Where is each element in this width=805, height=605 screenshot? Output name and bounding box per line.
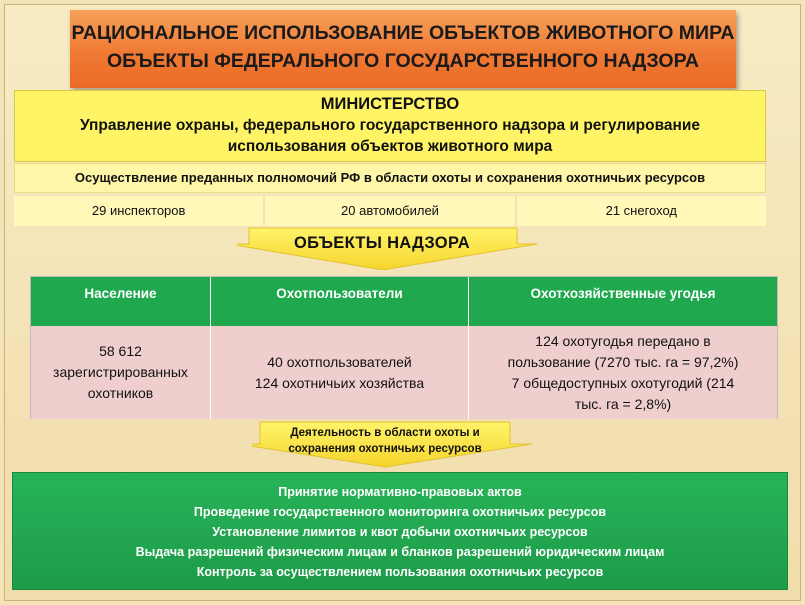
activities-box [12, 472, 788, 590]
title-banner [70, 10, 736, 88]
activity-label-line-1: Деятельность в области охоты и [290, 427, 480, 439]
resource-snowmobiles: 21 снегоход [605, 203, 678, 218]
hunting-grounds-line-1: 124 охотугодья передано в [535, 332, 711, 349]
table-body-row [31, 326, 777, 419]
objects-arrow [237, 226, 560, 270]
ministry-title: МИНИСТЕРСТВО [320, 95, 460, 113]
cell-population [31, 326, 211, 419]
hunting-grounds-line-2: пользование (7270 тыс. га = 97,2%) [507, 353, 739, 370]
population-line-1: 58 612 [99, 343, 142, 359]
population-line-3: охотников [87, 385, 154, 401]
activity-item: Контроль за осуществлением пользования охотничьих ресурсов [196, 565, 604, 579]
resource-cars: 20 автомобилей [265, 196, 516, 226]
activity-item: Установление лимитов и квот добычи охотничьих ресурсов [212, 525, 588, 539]
title-line-2: ОБЪЕКТЫ ФЕДЕРАЛЬНОГО ГОСУДАРСТВЕННОГО НАДЗОРА [107, 50, 699, 72]
hunting-users-line-2: 124 охотничьих хозяйства [254, 374, 425, 391]
resource-inspectors: 29 инспекторов [14, 196, 265, 226]
ministry-box [14, 90, 766, 162]
hunting-grounds-line-4: тыс. га = 2,8%) [574, 395, 672, 412]
resources-row [14, 196, 766, 226]
cell-hunting-grounds [469, 326, 777, 419]
objects-table [30, 276, 778, 419]
hunting-users-line-1: 40 охотпользователей [267, 353, 412, 370]
hunting-grounds-line-3: 7 общедоступных охотугодий (214 [511, 374, 735, 391]
header-population: Население [31, 277, 211, 326]
table-header-row [31, 277, 777, 326]
ministry-subtitle-line-1: Управление охраны, федерального государственного надзора и регулирование [79, 117, 701, 134]
activity-item: Проведение государственного мониторинга охотничьих ресурсов [193, 505, 607, 519]
activity-label-line-2: сохранения охотничьих ресурсов [288, 443, 482, 455]
cell-hunting-users [211, 326, 469, 419]
powers-bar: Осуществление преданных полномочий РФ в области охоты и сохранения охотничьих ресурсов [14, 163, 766, 193]
activity-label [252, 425, 518, 457]
header-hunting-users: Охотпользователи [211, 277, 469, 326]
activity-arrow [252, 420, 537, 468]
population-line-2: зарегистрированных [53, 364, 188, 380]
title-line-1: РАЦИОНАЛЬНОЕ ИСПОЛЬЗОВАНИЕ ОБЪЕКТОВ ЖИВОТНОГО МИРА [71, 22, 735, 44]
header-hunting-grounds: Охотхозяйственные угодья [530, 286, 716, 301]
activity-item: Принятие нормативно-правовых актов [278, 485, 522, 499]
activity-item: Выдача разрешений физическим лицам и бланков разрешений юридическим лицам [135, 545, 665, 559]
objects-label: ОБЪЕКТЫ НАДЗОРА [293, 234, 471, 252]
ministry-subtitle-line-2: использования объектов животного мира [227, 138, 553, 155]
